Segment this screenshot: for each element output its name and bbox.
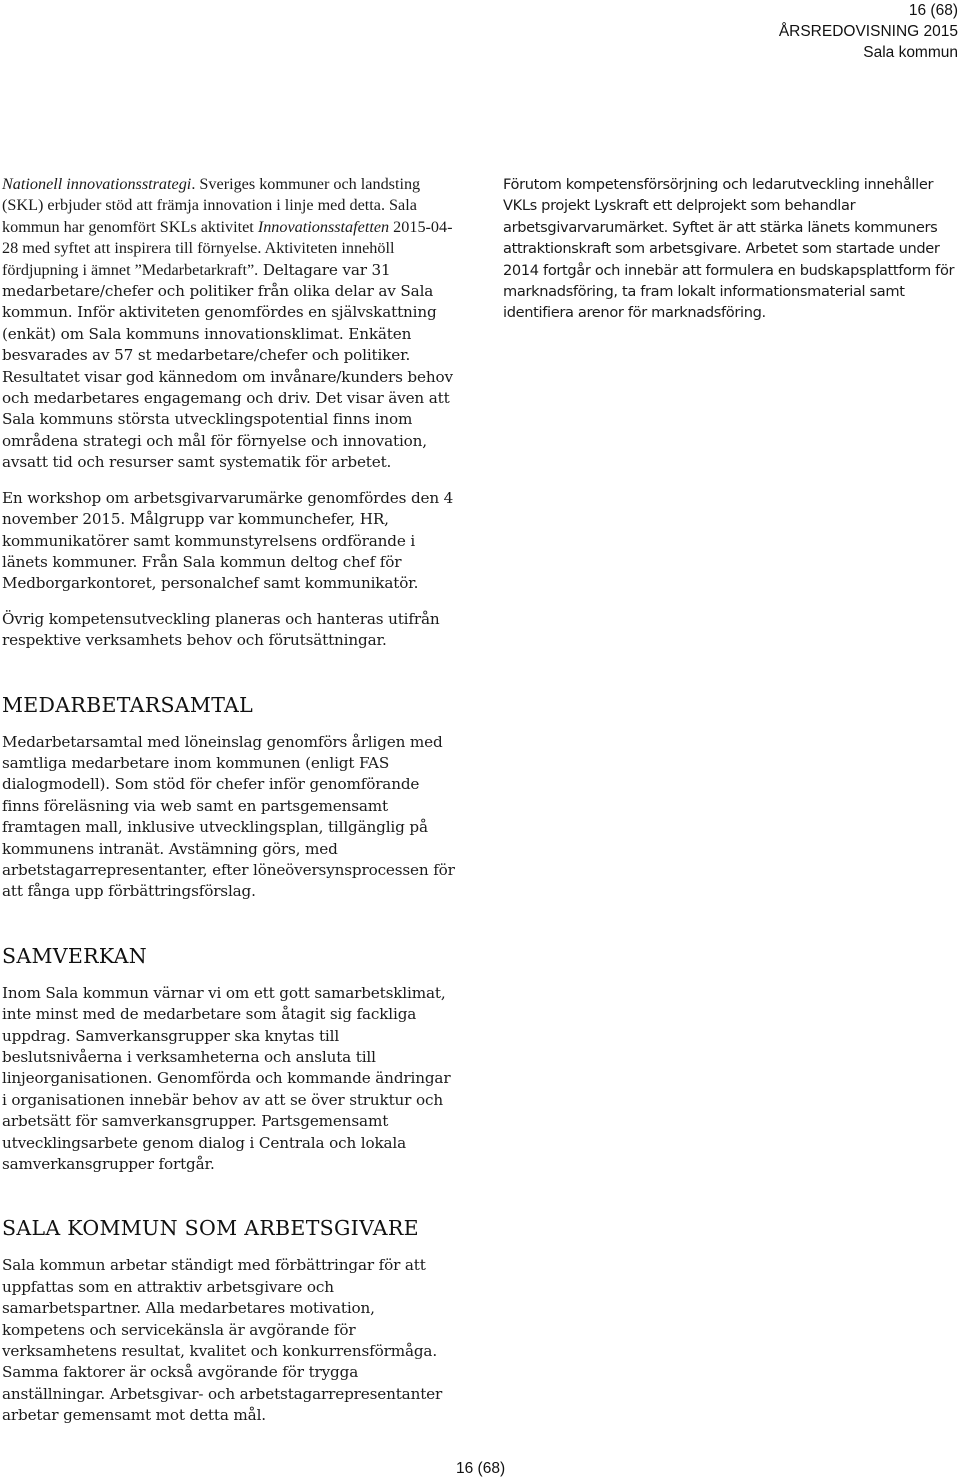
- stafetten-title: Innovationsstafetten: [257, 217, 390, 236]
- report-title: ÅRSREDOVISNING 2015: [778, 23, 958, 40]
- innovation-intro-text-1: . Sveriges kommuner och landsting (SKL) erbjuder stöd att främja innovation i linje med detta. Sala kommun har genomfört SKLs aktivitet: [2, 175, 421, 236]
- workshop-paragraph: En workshop om arbetsgivarvarumärke genomfördes den 4 november 2015. Målgrupp var kommunchefer, HR, kommunikatörer samt kommunstyrelsens ordförande i länets kommuner. Från Sala kommun deltog chef för Medborgarkontoret, personalchef samt kommunikatör.: [2, 488, 454, 593]
- innovation-body-text: Deltagare var 31 medarbetare/chefer och politiker från olika delar av Sala kommun. Inför aktiviteten genomfördes en självskattning (enkät) om Sala kommuns innovationsklimat. Enkäten besvarades av 57 st medarbetare/chefer och politiker. Resultatet visar god kännedom om invånare/kunders behov och medarbetares engagemang och driv. Det visar även att Sala kommuns största utvecklingspotential finns inom områdena strategi och mål för förnyelse och innovation, avsatt tid och resurser samt systematik för arbetet.: [2, 260, 453, 472]
- samverkan-heading: SAMVERKAN: [2, 943, 147, 968]
- arbetsgivare-heading: SALA KOMMUN SOM ARBETSGIVARE: [2, 1216, 419, 1241]
- innovation-intro-text-2: 2015-04-28 med syftet att inspirera till förnyelse. Aktiviteten innehöll fördjupning i ämnet ”Medarbetarkraft”.: [2, 217, 453, 279]
- right-column: [503, 174, 958, 338]
- medarbetarsamtal-heading: MEDARBETARSAMTAL: [2, 692, 254, 717]
- footer-page-number: 16 (68): [456, 1460, 506, 1477]
- page-header: [779, 0, 958, 63]
- medarbetarsamtal-text: Medarbetarsamtal med löneinslag genomförs årligen med samtliga medarbetare inom kommunen (enligt FAS dialogmodell). Som stöd för chefer inför genomförande finns föreläsning via web samt en partsgemensamt framtagen mall, inklusive utvecklingsplan, tillgänglig på kommunens intranät. Avstämning görs, med arbetstagarrepresentanter, efter löneöversynsprocessen för att fånga upp förbättringsförslag.: [2, 732, 455, 901]
- samverkan-text: Inom Sala kommun värnar vi om ett gott samarbetsklimat, inte minst med de medarbetare som åtagit sig fackliga uppdrag. Samverkansgrupper ska knytas till beslutsnivåerna i verksamheterna och ansluta till linjeorganisationen. Genomförda och kommande ändringar i organisationen innebär behov av att se över struktur och arbetsätt för samverkansgrupper. Partsgemensamt utvecklingsarbete genom dialog i Centrala och lokala samverkansgrupper fortgår.: [2, 983, 451, 1174]
- page-number: 16 (68): [908, 2, 958, 19]
- lyskraft-paragraph: Förutom kompetensförsörjning och ledarutveckling innehåller VKLs projekt Lyskraft ett delprojekt som behandlar arbetsgivarvarumärket. Syftet är att stärka länets kommuners attraktionskraft som arbetsgivare. Arbetet som startade under 2014 fortgår och innebär att formulera en budskapsplattform för marknadsföring, ta fram lokalt informationsmaterial samt identifiera arenor för marknadsföring.: [503, 176, 955, 322]
- strategy-title: Nationell innovationsstrategi: [2, 175, 192, 193]
- municipality-name: Sala kommun: [863, 44, 958, 61]
- competence-paragraph: Övrig kompetensutveckling planeras och hanteras utifrån respektive verksamhets behov och förutsättningar.: [2, 609, 440, 650]
- arbetsgivare-text: Sala kommun arbetar ständigt med förbättringar för att uppfattas som en attraktiv arbetsgivare och samarbetspartner. Alla medarbetares motivation, kompetens och servicekänsla är avgörande för verksamhetens resultat, kvalitet och konkurrensförmåga. Samma faktorer är också avgörande för trygga anställningar. Arbetsgivar- och arbetstagarrepresentanter arbetar gemensamt mot detta mål.: [2, 1256, 443, 1425]
- innovation-paragraph: [2, 174, 456, 474]
- left-column: [2, 174, 456, 1441]
- page-footer: [456, 1459, 505, 1479]
